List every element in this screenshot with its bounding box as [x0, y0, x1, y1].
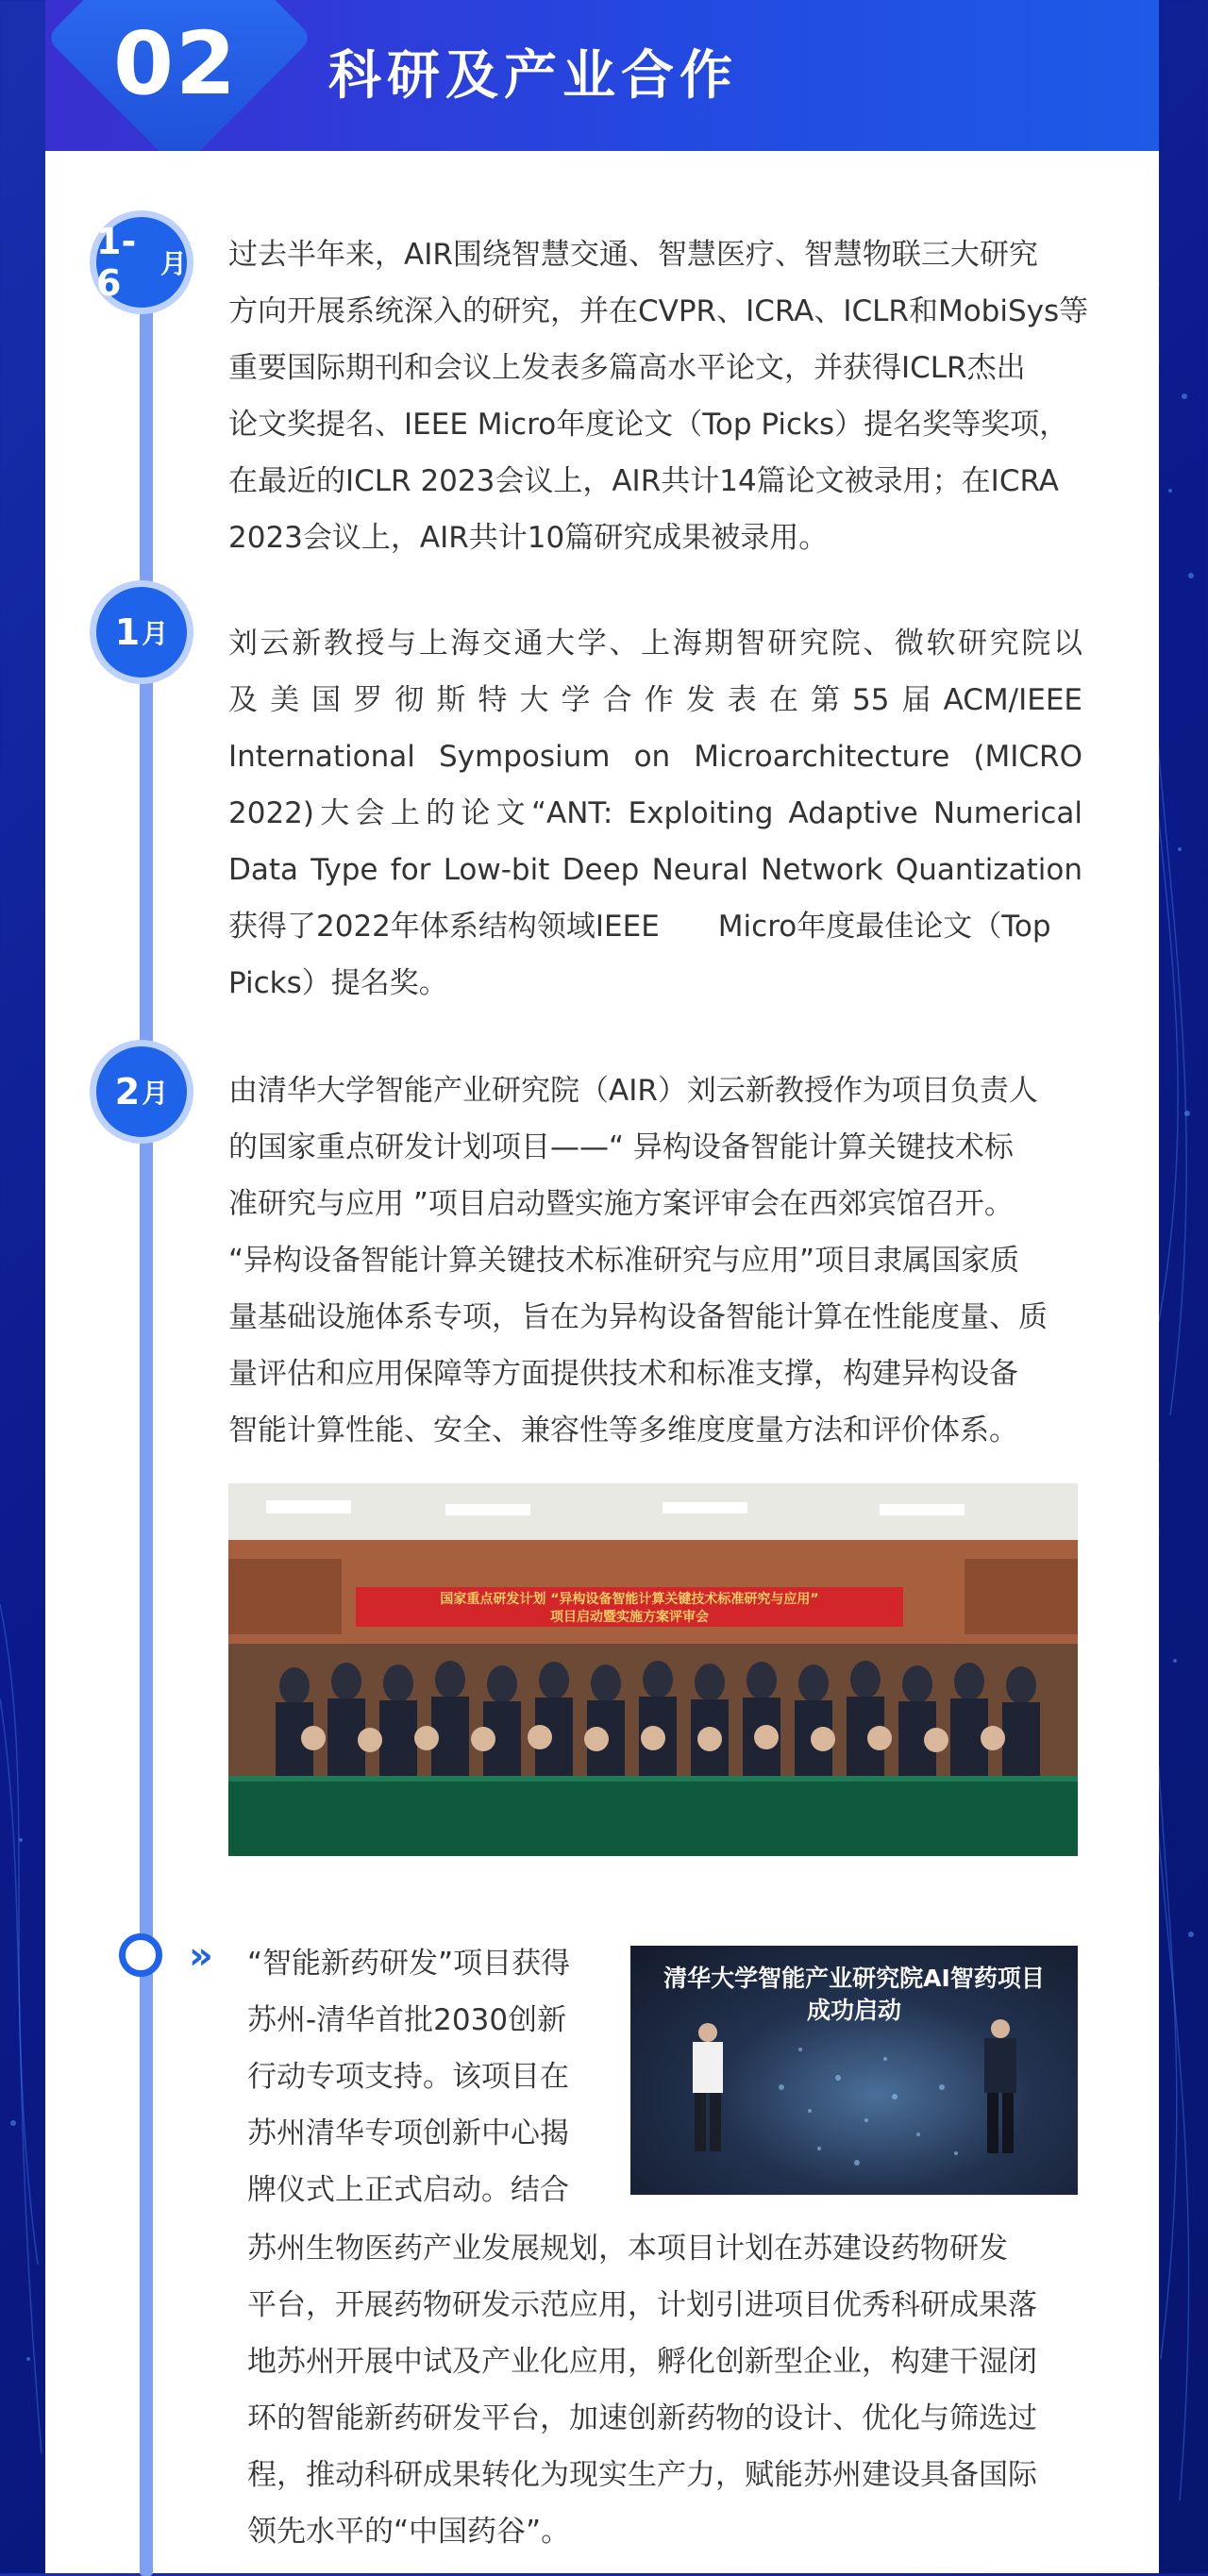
badge-number: 1-6: [96, 221, 137, 304]
paragraph-drug-discovery-body: [247, 2220, 1078, 2560]
text-line: 平台，开展药物研发示范应用，计划引进项目优秀科研成果落: [247, 2288, 1037, 2322]
meeting-photo-illustration: [228, 1483, 1078, 1856]
text-line: 方向开展系统深入的研究，并在CVPR、ICRA、ICLR和MobiSys等: [228, 294, 1089, 328]
text-line: Data Type for Low-bit Deep Neural Network Quantization: [228, 853, 1082, 887]
text-line: 过去半年来，AIR围绕智慧交通、智慧医疗、智慧物联三大研究: [228, 238, 1038, 272]
text-line: 获得了2022年体系结构领域IEEE Micro年度最佳论文（Top: [228, 910, 1051, 944]
badge-number: 2: [114, 1071, 141, 1112]
text-line: 环的智能新药研发平台，加速创新药物的设计、优化与筛选过: [247, 2401, 1037, 2435]
text-line: 领先水平的“中国药谷”。: [247, 2515, 571, 2549]
text-line: 2022)大会上的论文“ANT: Exploiting Adaptive Numerical: [228, 796, 1082, 830]
timeline-badge-1: [90, 580, 193, 684]
paragraph-research-achievements: [228, 226, 1087, 566]
timeline-badge-1-6: [90, 210, 193, 314]
text-line: 量评估和应用保障等方面提供技术和标准支撑，构建异构设备: [228, 1357, 1018, 1391]
photo-caption-line-2: 成功启动: [806, 1997, 901, 2024]
text-line: 苏州-清华首批2030创新: [247, 2003, 567, 2037]
section-number: 02: [113, 13, 239, 114]
text-line: 量基础设施体系专项，旨在为异构设备智能计算在性能度量、质: [228, 1300, 1048, 1334]
text-line: 牌仪式上正式启动。结合: [247, 2173, 569, 2207]
text-line: 论文奖提名、IEEE Micro年度论文（Top Picks）提名奖等奖项，: [228, 408, 1069, 442]
badge-unit: 月: [142, 618, 169, 649]
launch-photo-illustration: [630, 1946, 1078, 2195]
badge-number: 1: [114, 611, 141, 653]
paragraph-drug-discovery-intro: [247, 1935, 625, 2218]
paragraph-national-project: [228, 1062, 1087, 1459]
banner-text-2: 项目启动暨实施方案评审会: [550, 1610, 709, 1625]
text-line: 重要国际期刊和会议上发表多篇高水平论文，并获得ICLR杰出: [228, 351, 1026, 385]
text-line: 地苏州开展中试及产业化应用，孵化创新型企业，构建干湿闭: [247, 2345, 1037, 2379]
ai-drug-project-launch-photo: [630, 1946, 1078, 2195]
text-line: 行动专项支持。该项目在: [247, 2060, 569, 2094]
text-line: 由清华大学智能产业研究院（AIR）刘云新教授作为项目负责人: [228, 1074, 1038, 1108]
banner-text-1: 国家重点研发计划 “异构设备智能计算关键技术标准研究与应用”: [440, 1592, 819, 1607]
timeline-ring-marker: [119, 1933, 162, 1977]
paragraph-micro-award: [228, 615, 1082, 1012]
section-title: 科研及产业合作: [328, 45, 738, 107]
text-line: 程，推动科研成果转化为现实生产力，赋能苏州建设具备国际: [247, 2458, 1037, 2492]
text-line: 及美国罗彻斯特大学合作发表在第55届ACM/IEEE: [228, 683, 1082, 717]
text-line: 2023会议上，AIR共计10篇研究成果被录用。: [228, 521, 829, 555]
text-line: International Symposium on Microarchitecture (MICRO: [228, 740, 1082, 774]
double-chevron-icon: »: [189, 1934, 213, 1978]
badge-unit: 月: [142, 1078, 169, 1109]
photo-caption-line-1: 清华大学智能产业研究院AI智药项目: [663, 1965, 1045, 1992]
text-line: 苏州生物医药产业发展规划，本项目计划在苏建设药物研发: [247, 2232, 1008, 2266]
text-line: “异构设备智能计算关键技术标准研究与应用”项目隶属国家质: [228, 1244, 1020, 1278]
text-line: “智能新药研发”项目获得: [247, 1947, 571, 1981]
text-line: 在最近的ICLR 2023会议上，AIR共计14篇论文被录用；在ICRA: [228, 464, 1059, 498]
text-line: 准研究与应用 ”项目启动暨实施方案评审会在西郊宾馆召开。: [228, 1187, 1014, 1221]
meeting-group-photo: [228, 1483, 1078, 1856]
timeline-badge-2: [90, 1040, 193, 1144]
section-header: [45, 0, 1159, 151]
text-line: 智能计算性能、安全、兼容性等多维度度量方法和评价体系。: [228, 1413, 1018, 1447]
text-line: Picks）提名奖。: [228, 966, 448, 1000]
text-line: 苏州清华专项创新中心揭: [247, 2116, 569, 2150]
text-line: 的国家重点研发计划项目——“ 异构设备智能计算关键技术标: [228, 1130, 1014, 1164]
text-line: 刘云新教授与上海交通大学、上海期智研究院、微软研究院以: [228, 627, 1082, 661]
badge-unit: 月: [159, 248, 187, 279]
